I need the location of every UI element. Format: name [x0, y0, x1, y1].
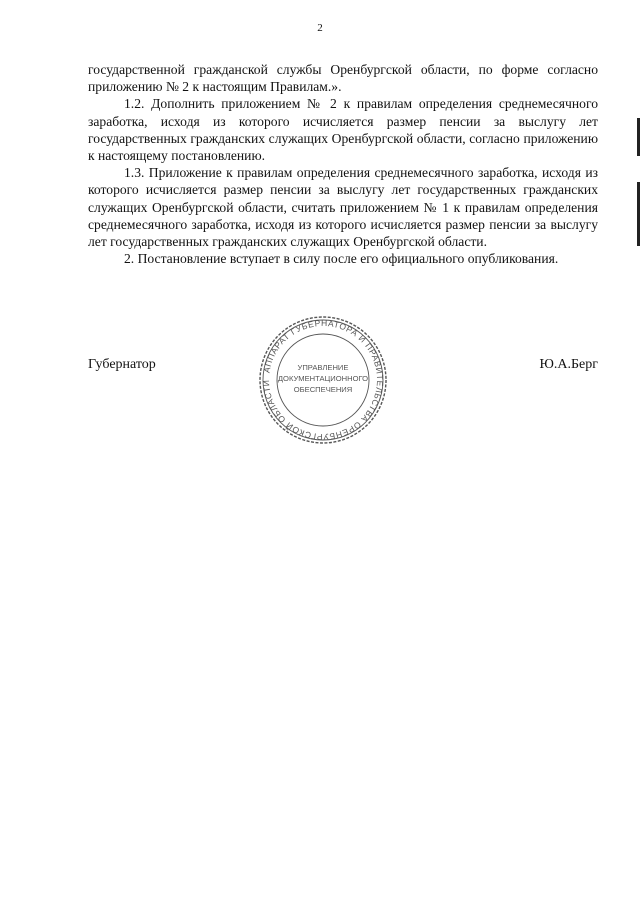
official-seal [257, 314, 389, 446]
seal-center-line-3: ОБЕСПЕЧЕНИЯ [293, 385, 353, 394]
seal-graphic [257, 314, 389, 446]
paragraph-1-3: 1.3. Приложение к правилам определения среднемесячного заработка, исходя из которого исчисляется размер пенсии за выслугу лет государственных гражданских служащих Оренбургской области, считать приложением № 1 к правилам определения среднемесячного заработка, исходя из которого исчисляется размер пенсии за выслугу лет государственных гражданских служащих Оренбургской области. [88, 165, 598, 250]
seal-center-line-2: ДОКУМЕНТАЦИОННОГО [277, 374, 369, 383]
document-body [88, 61, 598, 267]
page-number: 2 [317, 22, 323, 34]
paragraph-2: 2. Постановление вступает в силу после его официального опубликования. [124, 251, 559, 267]
signatory-name: Ю.А.Берг [539, 357, 598, 372]
seal-ring-text: АППАРАТ ГУБЕРНАТОРА И ПРАВИТЕЛЬСТВА ОРЕНБУРГСКОЙ ОБЛАСТИ [260, 317, 386, 443]
signatory-position: Губернатор [88, 357, 156, 372]
paragraph-1-2: 1.2. Дополнить приложением № 2 к правилам определения среднемесячного заработка, исходя из которого исчисляется размер пенсии за выслугу лет государственных гражданских служащих Оренбургской области, согласно приложению к настоящему постановлению. [88, 96, 598, 164]
paragraph-continuation: государственной гражданской службы Оренбургской области, по форме согласно приложению № 2 к настоящим Правилам.». [88, 62, 598, 95]
seal-center-line-1: УПРАВЛЕНИЕ [297, 363, 349, 372]
